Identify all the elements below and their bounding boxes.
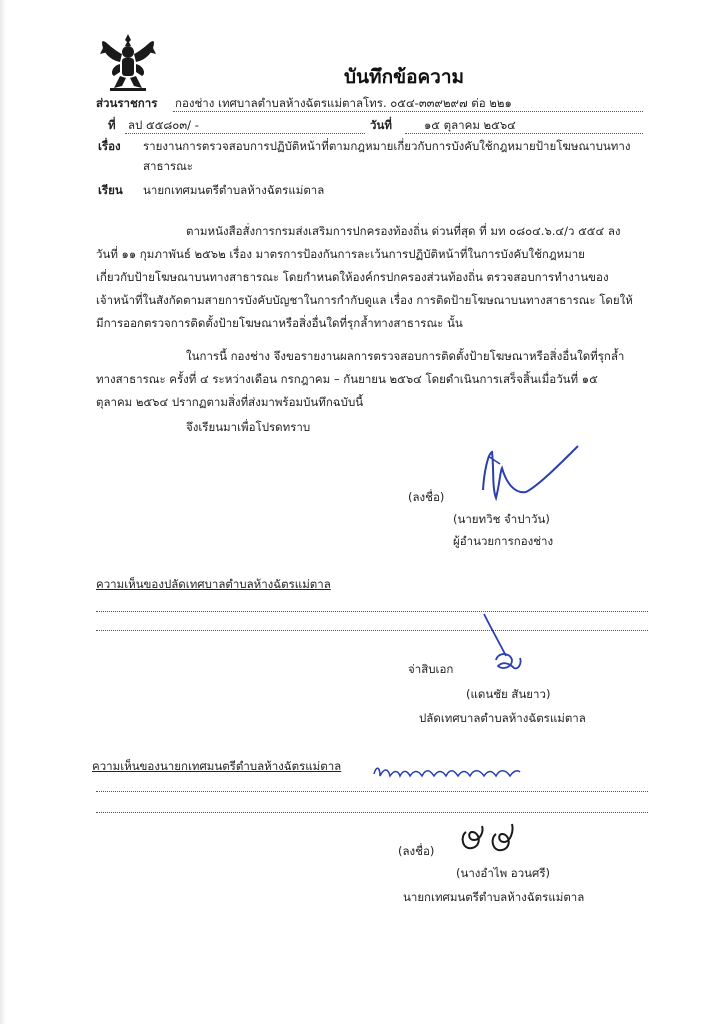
opinion-1-dotted-line-2 xyxy=(96,630,648,631)
paragraph-1-line-2: วันที่ ๑๑ กุมภาพันธ์ ๒๕๖๒ เรื่อง มาตรการป้องกันการละเว้นการปฏิบัติหน้าที่ในการบังคับใช้กฎหมาย xyxy=(96,247,585,261)
paragraph-1-line-4: เจ้าหน้าที่ในสังกัดตามสายการบังคับบัญชาในการกำกับดูแล เรื่อง การติดป้ายโฆษณาบนทางสาธารณะ โดยให้ xyxy=(96,293,633,307)
opinion-1-position: ปลัดเทศบาลตำบลห้างฉัตรแม่ตาล xyxy=(419,711,586,725)
to-value: นายกเทศมนตรีตำบลห้างฉัตรแม่ตาล xyxy=(143,183,325,197)
garuda-emblem-icon xyxy=(100,30,156,92)
opinion-2-dotted-line-1 xyxy=(96,791,648,792)
dept-label: ส่วนราชการ xyxy=(96,96,158,110)
signature-director xyxy=(478,442,588,512)
scan-edge xyxy=(0,0,6,1024)
opinion-2-sign-label: (ลงชื่อ) xyxy=(398,844,435,858)
paragraph-1-line-1: ตามหนังสือสั่งการกรมส่งเสริมการปกครองท้องถิ่น ด่วนที่สุด ที่ มท ๐๘๐๔.๖.๔/ว ๕๕๔ ลง xyxy=(186,224,621,238)
dept-dotted-line xyxy=(173,111,643,112)
opinion-1-heading: ความเห็นของปลัดเทศบาลตำบลห้างฉัตรแม่ตาล xyxy=(96,577,331,591)
to-label: เรียน xyxy=(98,183,123,197)
paragraph-2-line-1: ในการนี้ กองช่าง จึงขอรายงานผลการตรวจสอบการติดตั้งป้ายโฆษณาหรือสิ่งอื่นใดที่รุกล้ำ xyxy=(186,349,625,363)
opinion-1-name: (แดนชัย สันยาว) xyxy=(466,687,551,701)
paragraph-2-line-2: ทางสาธารณะ ครั้งที่ ๔ ระหว่างเดือน กรกฎาคม – กันยายน ๒๕๖๔ โดยดำเนินการเสร็จสิ้นเมื่อวันที่ ๑๕ xyxy=(96,372,598,386)
ref-dotted-line xyxy=(125,133,365,134)
opinion-2-heading: ความเห็นของนายกเทศมนตรีตำบลห้างฉัตรแม่ตาล xyxy=(92,759,342,773)
paragraph-1-line-5: มีการออกตรวจการติดตั้งป้ายโฆษณาหรือสิ่งอื่นใดที่รุกล้ำทางสาธารณะ นั้น xyxy=(96,316,463,330)
opinion-2-position: นายกเทศมนตรีตำบลห้างฉัตรแม่ตาล xyxy=(403,890,585,904)
subject-line-2: สาธารณะ xyxy=(143,159,193,173)
signature-1-position: ผู้อำนวยการกองช่าง xyxy=(453,534,554,548)
document-title: บันทึกข้อความ xyxy=(344,66,465,88)
handwritten-opinion-note xyxy=(370,758,522,784)
signature-1-label: (ลงชื่อ) xyxy=(408,490,445,504)
closing-line: จึงเรียนมาเพื่อโปรดทราบ xyxy=(186,420,311,434)
subject-line-1: รายงานการตรวจสอบการปฏิบัติหน้าที่ตามกฎหมายเกี่ยวกับการบังคับใช้กฎหมายป้ายโฆษณาบนทาง xyxy=(143,139,631,153)
ref-value: ลป ๕๕๘๐๓/ - xyxy=(128,118,199,132)
dept-value: กองช่าง เทศบาลตำบลห้างฉัตรแม่ตาลโทร. ๐๕๔-๓๓๙๒๙๗ ต่อ ๒๒๑ xyxy=(175,96,512,110)
date-label: วันที่ xyxy=(370,118,392,132)
date-dotted-line xyxy=(405,133,643,134)
paragraph-2-line-3: ตุลาคม ๒๕๖๔ ปรากฏตามสิ่งที่ส่งมาพร้อมบันทึกฉบับนี้ xyxy=(96,395,364,409)
signature-1-name: (นายทวิช จำปาวัน) xyxy=(453,512,550,526)
opinion-1-dotted-line-1 xyxy=(96,611,648,612)
date-value: ๑๕ ตุลาคม ๒๕๖๔ xyxy=(424,118,516,132)
paragraph-1-line-3: เกี่ยวกับป้ายโฆษณาบนทางสาธารณะ โดยกำหนดให้องค์กรปกครองส่วนท้องถิ่น ตรวจสอบการทำงานของ xyxy=(96,270,609,284)
signature-mayor xyxy=(456,818,528,860)
subject-label: เรื่อง xyxy=(98,139,121,153)
opinion-2-dotted-line-2 xyxy=(96,812,648,813)
signature-chief-administrator xyxy=(482,612,530,674)
ref-label: ที่ xyxy=(108,118,116,132)
opinion-2-name: (นางอำไพ อวนศรี) xyxy=(456,866,550,880)
opinion-1-rank: จ่าสิบเอก xyxy=(408,662,454,676)
